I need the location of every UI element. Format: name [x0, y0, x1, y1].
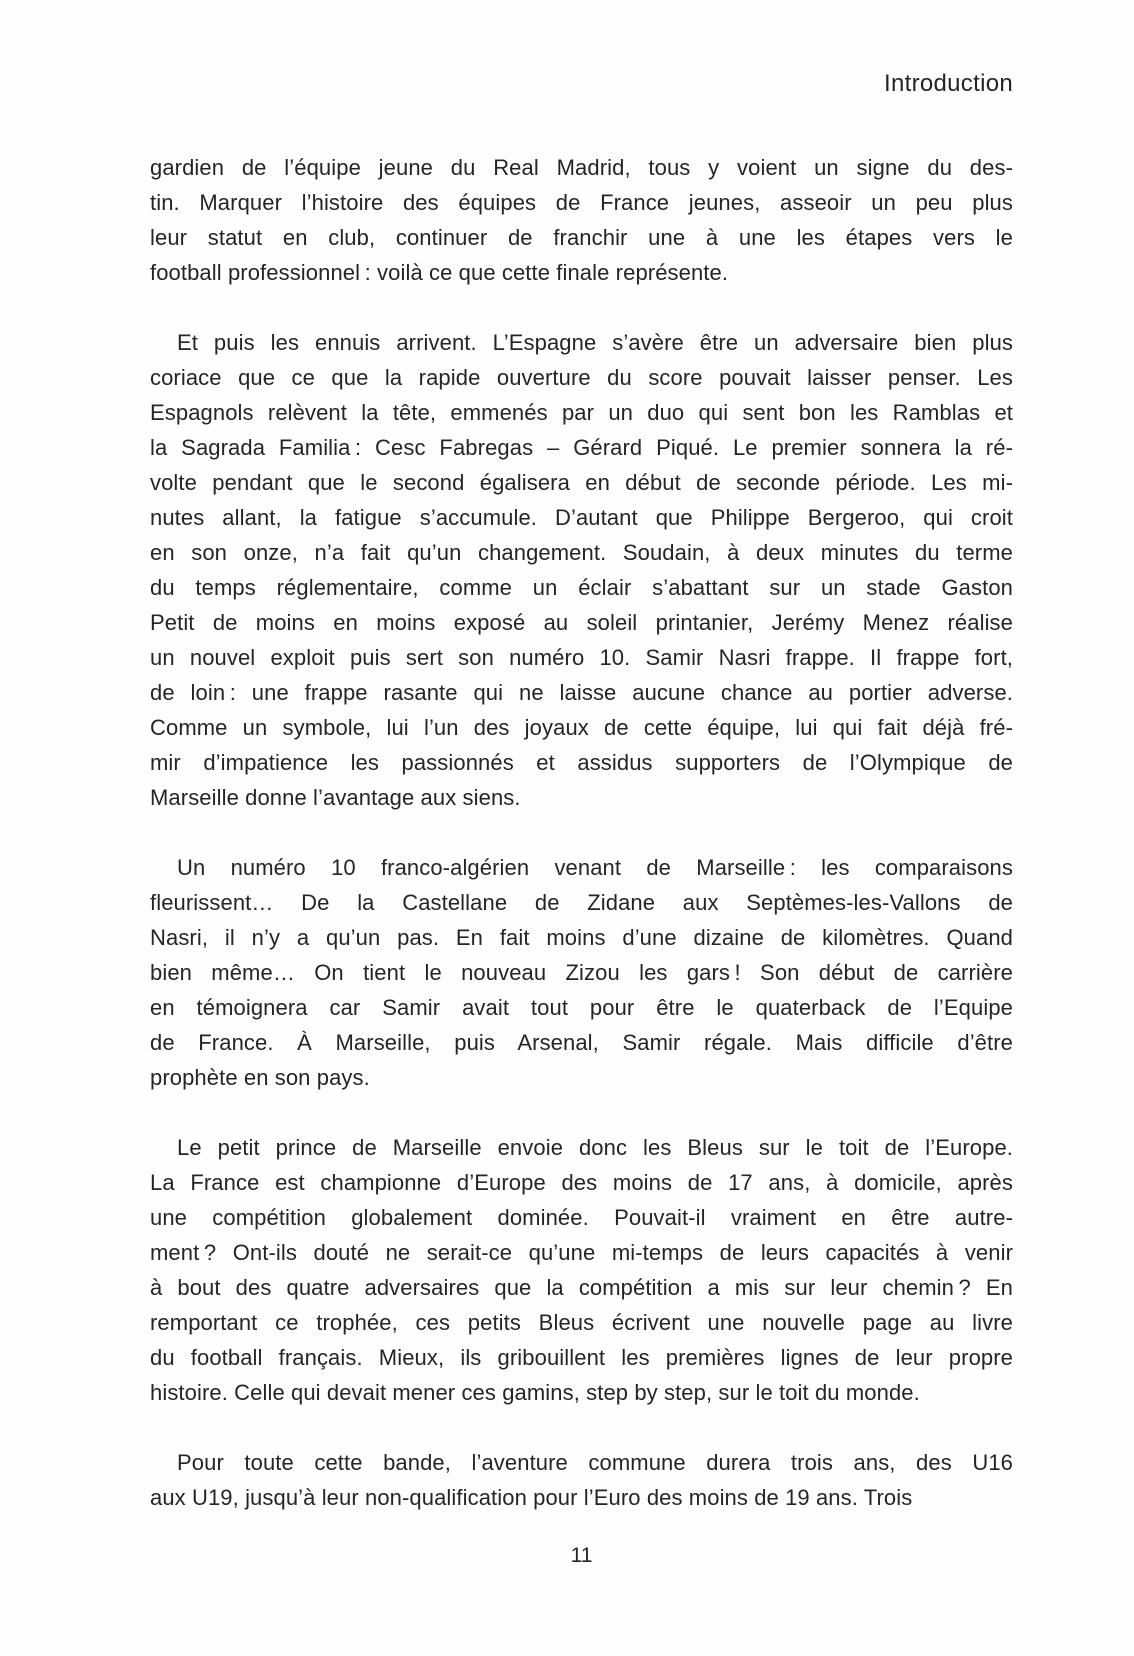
text-line: Un numéro 10 franco-algérien venant de Marseille : les comparaisons	[177, 855, 1013, 880]
text-line: la Sagrada Familia : Cesc Fabregas – Gérard Piqué. Le premier sonnera la ré-	[150, 435, 1013, 460]
text-line: coriace que ce que la rapide ouverture du score pouvait laisser penser. Les	[150, 365, 1013, 390]
text-line: histoire. Celle qui devait mener ces gamins, step by step, sur le toit du monde.	[150, 1380, 920, 1405]
text-line: ment ? Ont-ils douté ne serait-ce qu’une mi-temps de leurs capacités à venir	[150, 1240, 1013, 1265]
text-line: bien même… On tient le nouveau Zizou les gars ! Son début de carrière	[150, 960, 1013, 985]
running-header: Introduction	[883, 70, 1013, 97]
text-line: une compétition globalement dominée. Pouvait-il vraiment en être autre-	[150, 1205, 1013, 1230]
text-line: du temps réglementaire, comme un éclair s’abattant sur un stade Gaston	[150, 575, 1013, 600]
text-line: de loin : une frappe rasante qui ne laisse aucune chance au portier adverse.	[150, 680, 1013, 705]
text-line: prophète en son pays.	[150, 1065, 370, 1090]
text-line: à bout des quatre adversaires que la compétition a mis sur leur chemin ? En	[150, 1275, 1013, 1300]
text-line: en son onze, n’a fait qu’un changement. Soudain, à deux minutes du terme	[150, 540, 1013, 565]
paragraph	[150, 850, 1013, 1095]
text-line: gardien de l’équipe jeune du Real Madrid, tous y voient un signe du des-	[150, 155, 1013, 180]
paragraph	[150, 325, 1013, 815]
text-line: Espagnols relèvent la tête, emmenés par un duo qui sent bon les Ramblas et	[150, 400, 1013, 425]
text-line: Le petit prince de Marseille envoie donc les Bleus sur le toit de l’Europe.	[177, 1135, 1013, 1160]
paragraph	[150, 1130, 1013, 1410]
text-line: remportant ce trophée, ces petits Bleus écrivent une nouvelle page au livre	[150, 1310, 1013, 1335]
text-line: un nouvel exploit puis sert son numéro 10. Samir Nasri frappe. Il frappe fort,	[150, 645, 1013, 670]
text-line: de France. À Marseille, puis Arsenal, Samir régale. Mais difficile d’être	[150, 1030, 1013, 1055]
text-line: tin. Marquer l’histoire des équipes de France jeunes, asseoir un peu plus	[150, 190, 1013, 215]
text-line: Petit de moins en moins exposé au soleil printanier, Jerémy Menez réalise	[150, 610, 1013, 635]
text-line: football professionnel : voilà ce que cette finale représente.	[150, 260, 729, 285]
body-text	[150, 150, 1013, 1515]
paragraph	[150, 150, 1013, 290]
text-line: leur statut en club, continuer de franchir une à une les étapes vers le	[150, 225, 1013, 250]
text-line: Pour toute cette bande, l’aventure commune durera trois ans, des U16	[177, 1450, 1013, 1475]
text-line: du football français. Mieux, ils gribouillent les premières lignes de leur propre	[150, 1345, 1013, 1370]
text-line: Nasri, il n’y a qu’un pas. En fait moins d’une dizaine de kilomètres. Quand	[150, 925, 1013, 950]
text-line: en témoignera car Samir avait tout pour être le quaterback de l’Equipe	[150, 995, 1013, 1020]
text-line: Comme un symbole, lui l’un des joyaux de cette équipe, lui qui fait déjà fré-	[150, 715, 1013, 740]
text-line: Marseille donne l’avantage aux siens.	[150, 785, 521, 810]
paragraph	[150, 1445, 1013, 1515]
text-line: mir d’impatience les passionnés et assidus supporters de l’Olympique de	[150, 750, 1013, 775]
text-line: Et puis les ennuis arrivent. L’Espagne s’avère être un adversaire bien plus	[177, 330, 1013, 355]
text-line: aux U19, jusqu’à leur non-qualification pour l’Euro des moins de 19 ans. Trois	[150, 1485, 913, 1510]
text-line: volte pendant que le second égalisera en début de seconde période. Les mi-	[150, 470, 1013, 495]
text-line: La France est championne d’Europe des moins de 17 ans, à domicile, après	[150, 1170, 1013, 1195]
page-number: 11	[570, 1544, 593, 1567]
text-line: nutes allant, la fatigue s’accumule. D’autant que Philippe Bergeroo, qui croit	[150, 505, 1013, 530]
text-line: fleurissent… De la Castellane de Zidane aux Septèmes-les-Vallons de	[150, 890, 1013, 915]
